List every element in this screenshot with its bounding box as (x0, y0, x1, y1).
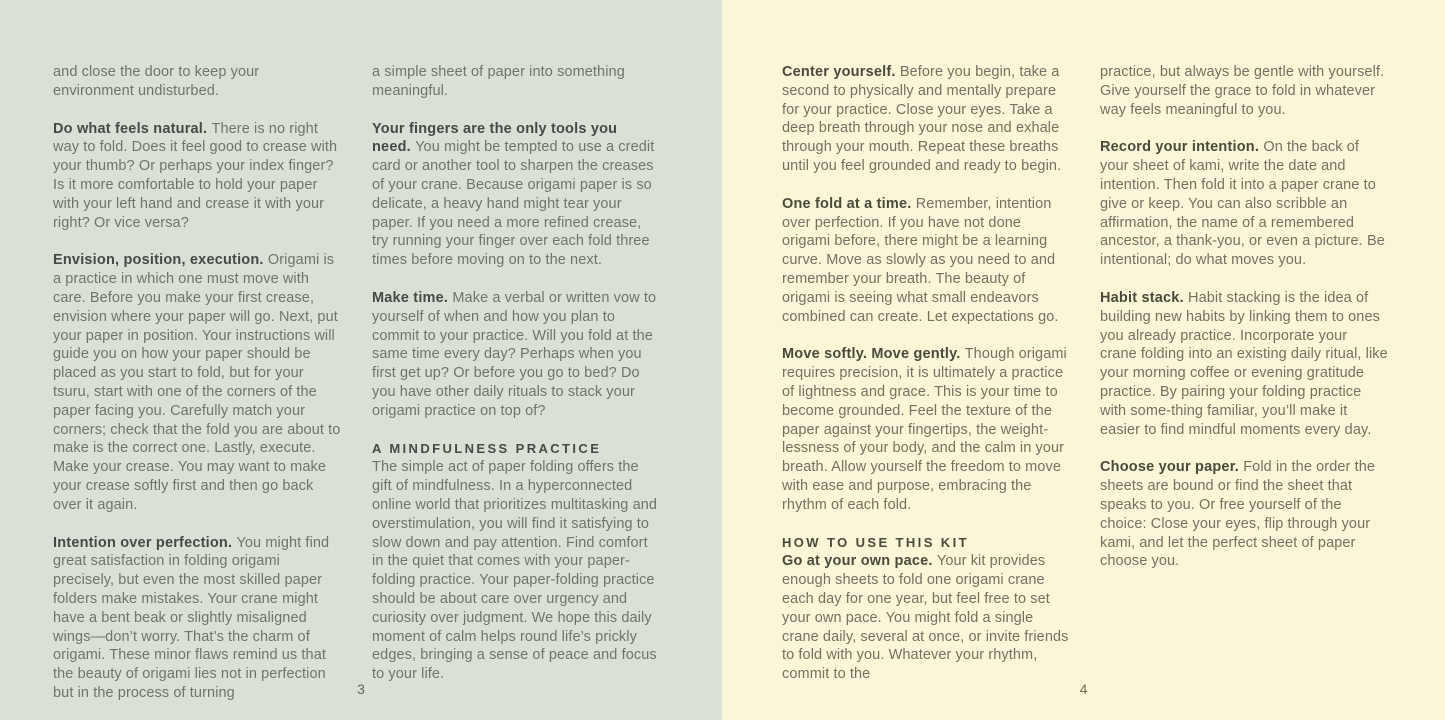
page-number-left: 3 (357, 681, 365, 697)
paragraph-lead: Center yourself. (782, 64, 900, 80)
paragraph-lead: Habit stack. (1100, 289, 1189, 306)
right-page-column-1 (782, 63, 1070, 703)
section-heading: A MINDFULNESS PRACTICE (372, 440, 602, 456)
paragraph-lead: Do what feels natural. (53, 120, 212, 137)
right-page-columns (782, 63, 1388, 703)
paragraph: Go at your own pace. Your kit provides enough sheets to fold one origami crane each day for one year, but feel free to set your own pace. You might fold a single crane daily, several at once, or invite friends to fold with you. Whatever your rhythm, commit to the (782, 553, 1069, 683)
booklet-right-page (722, 0, 1445, 720)
paragraph: Center yourself. Before you begin, take a second to physically and mentally prepare for your practice. Close your eyes. Take a deep breath through your nose and exhale through your mouth. Repeat these breaths until you feel grounded and ready to begin. (782, 64, 1062, 174)
paragraph-lead: Intention over perfection. (53, 534, 237, 551)
paragraph-lead: Envision, position, execution. (53, 252, 268, 269)
paragraph: Envision, position, execution. Origami is a practice in which one must move with care. Before you make your first crease, envision where your paper will go. Next, put your paper in position. Your instructions will guide you on how your paper should be placed as you start to fold, but for your tsuru, start with one of the corners of the paper facing you. Carefully match your corners; check that the fold you are about to make is the correct one. Lastly, execute. Make your crease. You may want to make your crease softly first and then go back over it again. (53, 252, 341, 513)
paragraph: Make time. Make a verbal or written vow to yourself of when and how you plan to commit to your practice. Will you fold at the same time every day? Perhaps when you first get up? Or before you go to bed? Do you have other daily rituals to stack your origami practice on top of? (372, 289, 657, 419)
paragraph: Your fingers are the only tools you need. You might be tempted to use a credit card or another tool to sharpen the creases of your crane. Because origami paper is so delicate, a heavy hand might tear your paper. If you need a more refined crease, try running your finger over each fold three times before moving on to the next. (372, 120, 655, 269)
paragraph: Choose your paper. Fold in the order the sheets are bound or find the sheet that speaks to you. Or free yourself of the choice: Close your eyes, flip through your kami, and let the perfect sheet of paper choose you. (1100, 459, 1376, 570)
left-page-column-1 (53, 63, 341, 722)
paragraph-lead: Choose your paper. (1100, 459, 1244, 476)
paragraph: Intention over perfection. You might find great satisfaction in folding origami precisely, but even the most skilled paper folders make mistakes. Your crane might have a bent beak or slightly misaligned wings—don’t worry. That’s the charm of origami. These minor flaws remind us that the beauty of origami lies not in perfection but in the process of turning (53, 534, 330, 701)
paragraph: a simple sheet of paper into something meaningful. (372, 64, 625, 99)
paragraph-lead: Go at your own pace. (782, 553, 937, 570)
paragraph: Record your intention. On the back of your sheet of kami, write the date and intention. Then fold it into a paper crane to give or keep. You can also scribble an affirmation, the name of a remembered ancestor, a thank-you, or even a picture. Be intentional; do what moves you. (1100, 139, 1385, 269)
left-page-columns (53, 63, 660, 722)
paragraph: practice, but always be gentle with yourself. Give yourself the grace to fold in whatever way feels meaningful to you. (1100, 64, 1385, 118)
page-number-right: 4 (1079, 681, 1088, 697)
paragraph: Do what feels natural. There is no right way to fold. Does it feel good to crease with your thumb? Or perhaps your index finger? Is it more comfortable to hold your paper with your left hand and crease it with your right? Or vice versa? (53, 120, 338, 231)
paragraph-lead: Make time. (372, 289, 453, 306)
paragraph-lead: One fold at a time. (782, 195, 916, 212)
paragraph-lead: Your fingers are the only tools you need. (372, 120, 618, 156)
right-page-column-2 (1100, 63, 1388, 703)
paragraph: and close the door to keep your environment undisturbed. (53, 64, 260, 99)
left-page-column-2 (372, 63, 660, 722)
paragraph: Habit stack. Habit stacking is the idea of building new habits by linking them to ones you already practice. Incorporate your crane folding into an existing daily ritual, like your morning coffee or evening gratitude practice. By pairing your folding practice with some-thing familiar, you’ll make it easier to find mindful moments every day. (1100, 289, 1388, 438)
paragraph: One fold at a time. Remember, intention over perfection. If you have not done origami before, there might be a learning curve. Move as slowly as you need to and remember your breath. The beauty of origami is seeing what small endeavors combined can create. Let expectations go. (782, 195, 1059, 325)
paragraph-lead: Move softly. Move gently. (782, 346, 965, 363)
paragraph: Move softly. Move gently. Though origami requires precision, it is ultimately a practice of lightness and grace. This is your time to become grounded. Feel the texture of the paper against your fingertips, the weight-lessness of your body, and the calm in your breath. Allow yourself the freedom to move with ease and purpose, embracing the rhythm of each fold. (782, 346, 1067, 513)
booklet-left-page (0, 0, 722, 720)
paragraph: The simple act of paper folding offers the gift of mindfulness. In a hyperconnected online world that prioritizes multitasking and overstimulation, you will find it satisfying to slow down and pay attention. Find comfort in the quiet that comes with your paper-folding practice. Your paper-folding practice should be about care over urgency and curiosity over judgment. We hope this daily moment of calm helps round life’s prickly edges, bringing a sense of peace and focus to your life. (372, 459, 658, 683)
paragraph-lead: Record your intention. (1100, 139, 1264, 156)
section-heading: HOW TO USE THIS KIT (782, 534, 969, 550)
